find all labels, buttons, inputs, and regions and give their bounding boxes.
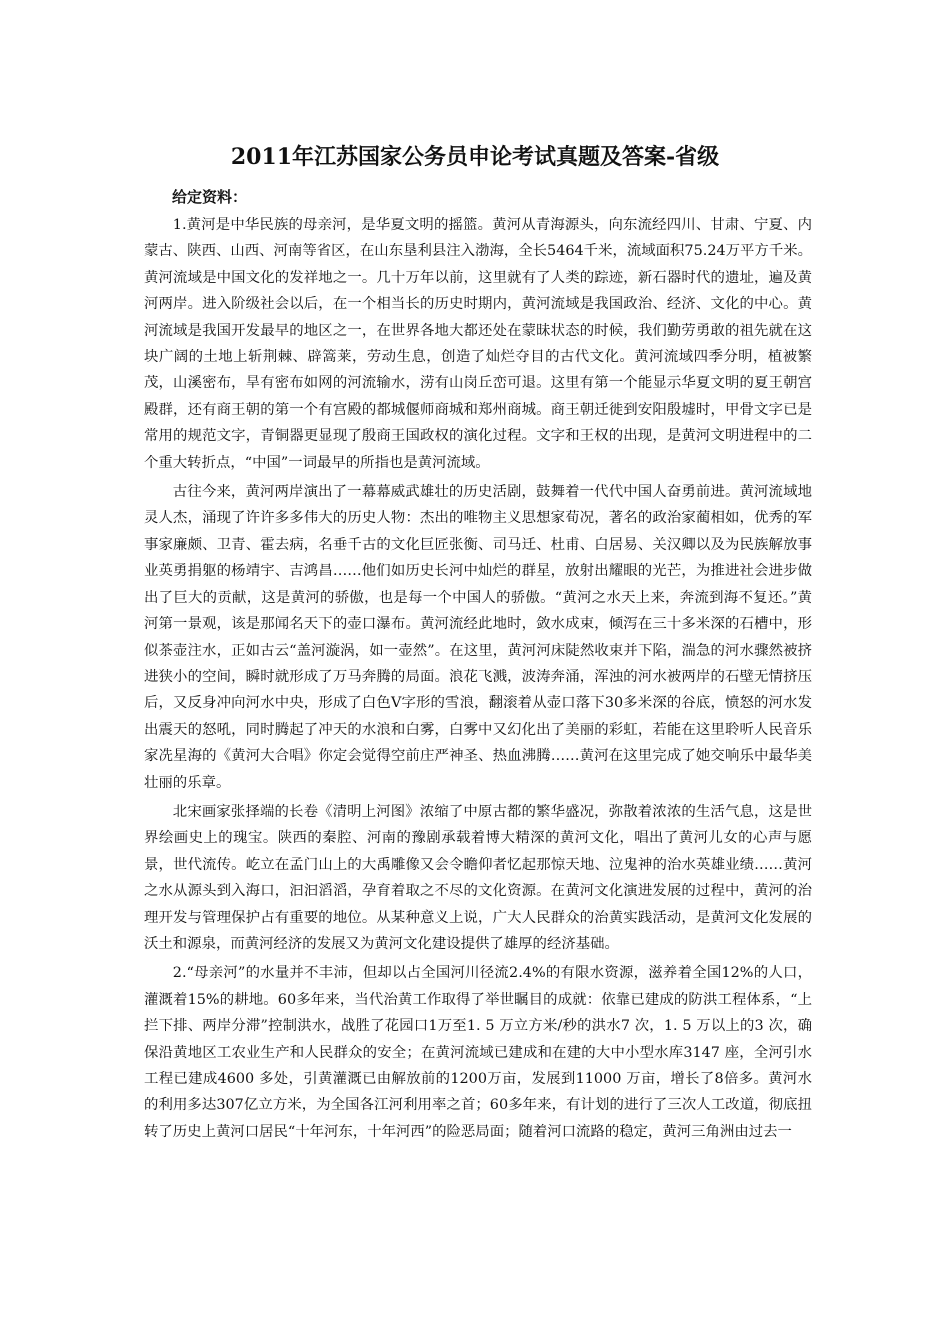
page-title: 2011年江苏国家公务员申论考试真题及答案-省级 [230,144,720,170]
paragraph: 北宋画家张择端的长卷《清明上河图》浓缩了中原古都的繁华盛况，弥散着浓浓的生活气息，这是世界绘画史上的瑰宝。陕西的秦腔、河南的豫剧承载着博大精深的黄河文化，唱出了黄河儿女的心声与愿景，世代流传。屹立在孟门山上的大禹雕像又会令瞻仰者忆起那惊天地、泣鬼神的治水英雄业绩……黄河之水从源头到入海口，汩汩滔滔，孕育着取之不尽的文化资源。在黄河文化演进发展的过程中，黄河的治理开发与管理保护占有重要的地位。从某种意义上说，广大人民群众的治黄实践活动，是黄河文化发展的沃土和源泉，而黄河经济的发展又为黄河文化建设提供了雄厚的经济基础。 [144,803,812,952]
section-label: 给定资料： [172,188,248,206]
document-body [144,184,812,1148]
paragraph: 古往今来，黄河两岸演出了一幕幕威武雄壮的历史活剧，鼓舞着一代代中国人奋勇前进。黄河流域地灵人杰，涌现了许许多多伟大的历史人物：杰出的唯物主义思想家荀况，著名的政治家蔺相如，优秀的军事家廉颇、卫青、霍去病，名垂千古的文化巨匠张衡、司马迁、杜甫、白居易、关汉卿以及为民族解放事业英勇捐躯的杨靖宇、吉鸿昌……他们如历史长河中灿烂的群星，放射出耀眼的光芒，为推进社会进步做出了巨大的贡献，这是黄河的骄傲，也是每一个中国人的骄傲。“黄河之水天上来，奔流到海不复还。”黄河第一景观，该是那闻名天下的壶口瀑布。黄河流经此地时，敛水成束，倾泻在三十多米深的石槽中，形似茶壶注水，正如古云“盖河漩涡，如一壶然”。在这里，黄河河床陡然收束并下陷，湍急的河水骤然被挤进狭小的空间，瞬时就形成了万马奔腾的局面。浪花飞溅，波涛奔涌，浑浊的河水被两岸的石壁无情挤压后，又反身冲向河水中央，形成了白色Ⅴ字形的雪浪，翻滚着从壶口落下30多米深的谷底，愤怒的河水发出震天的怒吼，同时腾起了冲天的水浪和白雾，白雾中又幻化出了美丽的彩虹，若能在这里聆听人民音乐家冼星海的《黄河大合唱》你定会觉得空前庄严神圣、热血沸腾……黄河在这里完成了她交响乐中最华美壮丽的乐章。 [144,484,812,791]
paragraph: 1.黄河是中华民族的母亲河，是华夏文明的摇篮。黄河从青海源头，向东流经四川、甘肃、宁夏、内蒙古、陕西、山西、河南等省区，在山东垦利县注入渤海，全长5464千米，流域面积75.24万平方千米。黄河流域是中国文化的发祥地之一。几十万年以前，这里就有了人类的踪迹，新石器时代的遗址，遍及黄河两岸。进入阶级社会以后，在一个相当长的历史时期内，黄河流域是我国政治、经济、文化的中心。黄河流域是我国开发最早的地区之一，在世界各地大都还处在蒙昧状态的时候，我们勤劳勇敢的祖先就在这块广阔的土地上斩荆棘、辟篙莱，劳动生息，创造了灿烂夺目的古代文化。黄河流域四季分明，植被繁茂，山溪密布，旱有密布如网的河流输水，涝有山岗丘峦可退。这里有第一个能显示华夏文明的夏王朝宫殿群，还有商王朝的第一个有宫殿的都城偃师商城和郑州商城。商王朝迁徙到安阳殷墟时，甲骨文字已是常用的规范文字，青铜器更显现了殷商王国政权的演化过程。文字和王权的出现，是黄河文明进程中的二个重大转折点，“中国”一词最早的所指也是黄河流域。 [144,217,812,471]
paragraph: 2.“母亲河”的水量并不丰沛，但却以占全国河川径流2.4%的有限水资源，滋养着全国12%的人口，灌溉着15%的耕地。60多年来，当代治黄工作取得了举世瞩目的成就：依靠已建成的防洪工程体系，“上拦下排、两岸分滞”控制洪水，战胜了花园口1万至1. 5 万立方米/秒的洪水7 次，1. 5 万以上的3 次，确保沿黄地区工农业生产和人民群众的安全；在黄河流域已建成和在建的大中小型水库3147 座，全河引水工程已建成4600 多处，引黄灌溉已由解放前的1200万亩，发展到11000 万亩，增长了8倍多。黄河水的利用多达307亿立方米，为全国各江河利用率之首；60多年来，有计划的进行了三次人工改道，彻底扭转了历史上黄河口居民“十年河东，十年河西”的险恶局面；随着河口流路的稳定，黄河三角洲由过去一 [144,965,812,1140]
